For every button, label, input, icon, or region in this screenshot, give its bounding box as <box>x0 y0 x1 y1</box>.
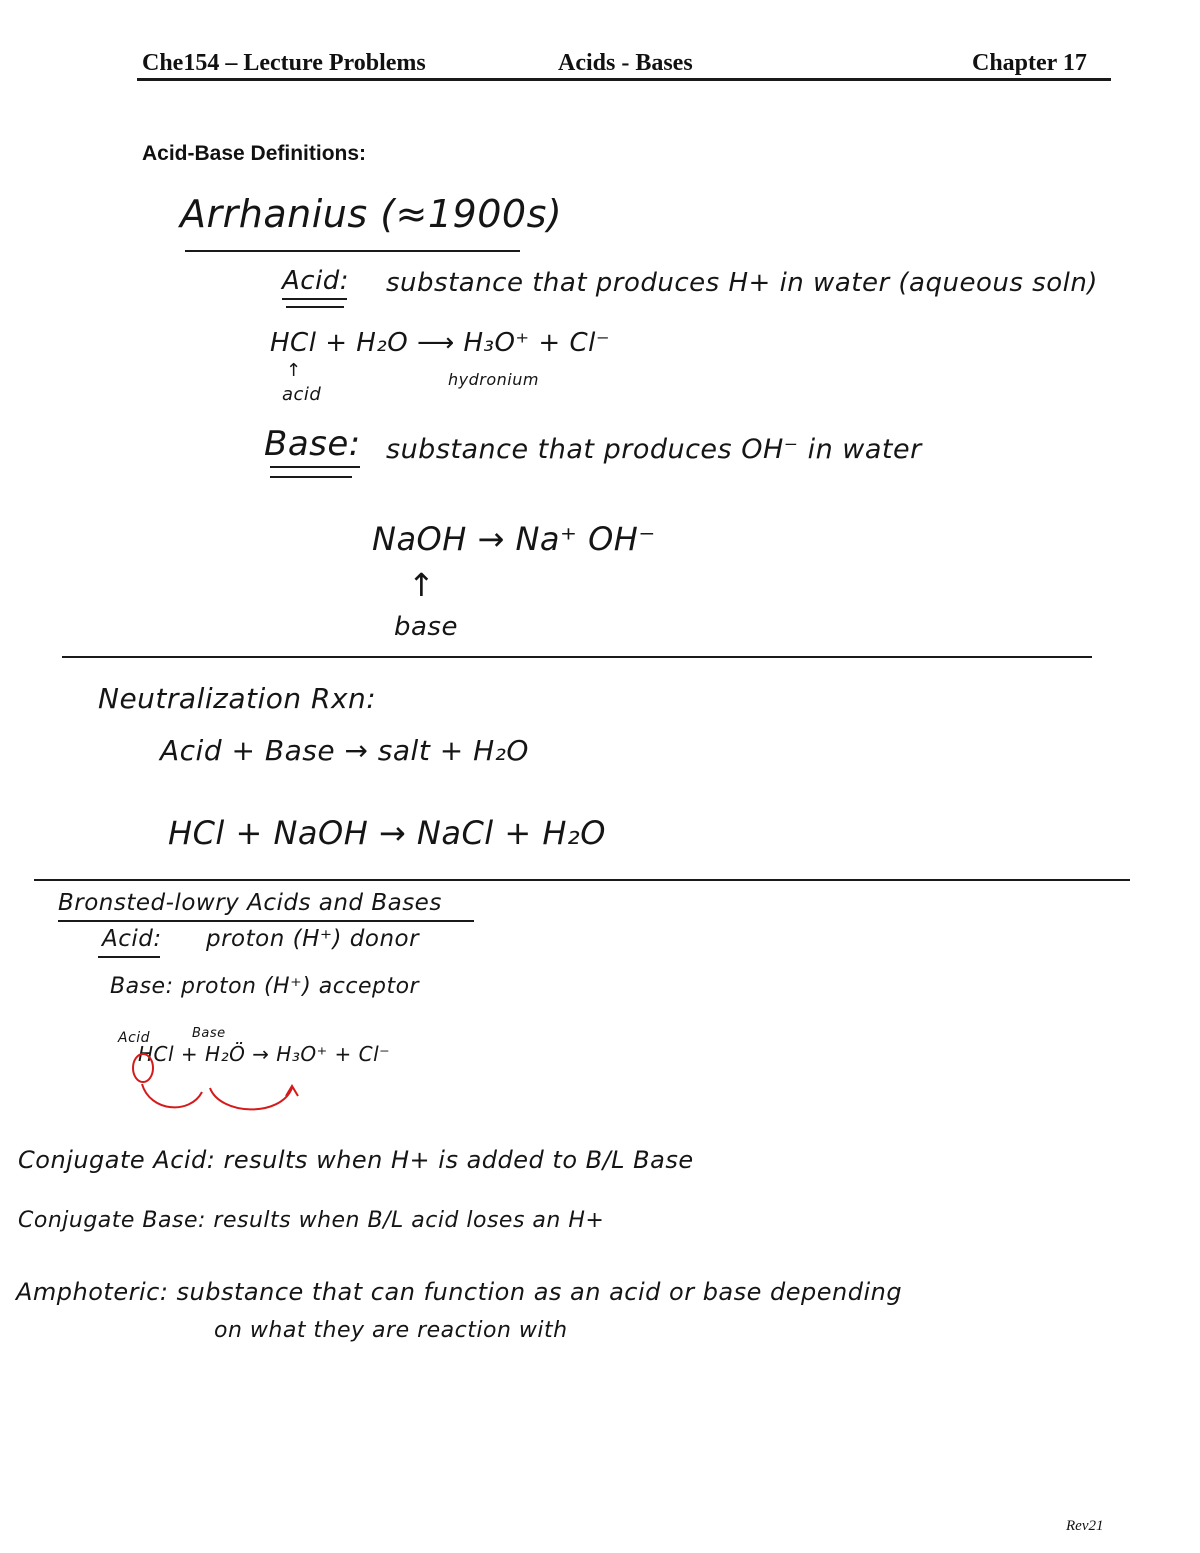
hydronium-note: hydronium <box>448 370 539 389</box>
header-topic: Acids - Bases <box>558 50 693 76</box>
arrhenius-base-label: Base: <box>264 424 361 464</box>
proton-transfer-arrows <box>120 1040 320 1120</box>
acid-hydrogen-circle <box>133 1054 153 1082</box>
arrhenius-acid-label: Acid: <box>282 266 350 296</box>
bronsted-acid-tag: Acid <box>118 1030 151 1046</box>
base-underline-2 <box>270 476 352 478</box>
acid-note: acid <box>282 384 322 405</box>
bronsted-acid-underline <box>98 956 160 958</box>
arrhenius-acid-definition: substance that produces H+ in water (aqueous soln) <box>386 268 1098 298</box>
bronsted-underline <box>58 920 474 922</box>
bronsted-acid-definition: proton (H⁺) donor <box>206 926 420 952</box>
arrhenius-title: Arrhanius (≈1900s) <box>180 192 563 236</box>
bronsted-acid-label: Acid: <box>102 926 162 952</box>
proton-arrow-to-water <box>142 1084 202 1107</box>
base-arrow-icon: ↑ <box>408 566 436 604</box>
water-to-hydronium-arrow <box>210 1088 292 1109</box>
conjugate-acid-definition: Conjugate Acid: results when H+ is added to B/L Base <box>18 1146 694 1174</box>
divider-2 <box>34 879 1130 881</box>
bronsted-base-tag: Base <box>192 1026 226 1041</box>
arrowhead-icon <box>286 1086 298 1096</box>
divider-1 <box>62 656 1092 658</box>
revision-footer: Rev21 <box>1066 1518 1104 1534</box>
section-title: Acid-Base Definitions: <box>142 142 367 165</box>
conjugate-base-definition: Conjugate Base: results when B/L acid loses an H+ <box>18 1208 605 1233</box>
base-underline-1 <box>270 466 360 468</box>
acid-arrow-icon: ↑ <box>286 360 302 381</box>
arrhenius-base-definition: substance that produces OH⁻ in water <box>386 434 922 465</box>
acid-underline-2 <box>286 306 344 308</box>
amphoteric-definition-line1: Amphoteric: substance that can function as an acid or base depending <box>16 1278 903 1306</box>
base-note: base <box>394 612 458 642</box>
bronsted-title: Bronsted-lowry Acids and Bases <box>58 890 442 916</box>
header-chapter: Chapter 17 <box>972 50 1087 76</box>
acid-underline-1 <box>282 298 347 300</box>
arrhenius-underline <box>185 250 520 252</box>
bronsted-base-definition: Base: proton (H⁺) acceptor <box>110 974 420 999</box>
arrhenius-base-equation: NaOH → Na⁺ OH⁻ <box>372 520 656 558</box>
arrhenius-acid-equation: HCl + H₂O ⟶ H₃O⁺ + Cl⁻ <box>270 328 611 358</box>
bronsted-equation: HCl + H₂Ö → H₃O⁺ + Cl⁻ <box>138 1042 391 1066</box>
neutralization-example: HCl + NaOH → NaCl + H₂O <box>168 814 606 852</box>
header-course: Che154 – Lecture Problems <box>142 50 426 76</box>
neutralization-general: Acid + Base → salt + H₂O <box>160 734 529 767</box>
amphoteric-definition-line2: on what they are reaction with <box>214 1318 568 1343</box>
header-rule <box>137 78 1111 81</box>
neutralization-title: Neutralization Rxn: <box>98 682 377 715</box>
